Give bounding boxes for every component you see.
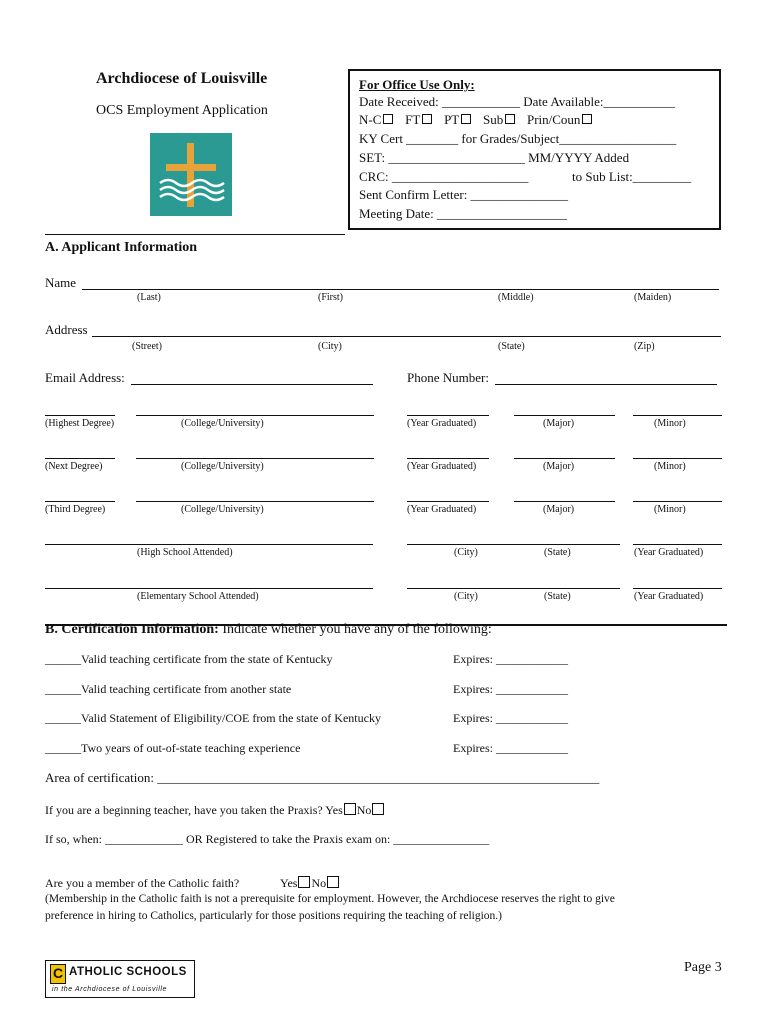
nc-label: N-C — [359, 112, 382, 127]
pt-checkbox[interactable] — [461, 114, 471, 124]
caption-middle: (Middle) — [498, 292, 534, 303]
major-field[interactable] — [514, 415, 615, 416]
caption-year: (Year Graduated) — [407, 461, 477, 472]
school-field[interactable] — [45, 544, 373, 545]
praxis-no-label: No — [356, 803, 372, 817]
college-field[interactable] — [136, 501, 374, 502]
college-field[interactable] — [136, 458, 374, 459]
year-field[interactable] — [407, 415, 489, 416]
office-crc-row — [359, 169, 692, 185]
catholic-no-label: No — [311, 876, 327, 890]
minor-field[interactable] — [633, 458, 722, 459]
email-label: Email Address: — [45, 370, 125, 385]
caption-state: (State) — [498, 341, 525, 352]
caption-street: (Street) — [132, 341, 162, 352]
archdiocese-logo — [150, 133, 232, 216]
caption-last: (Last) — [137, 292, 161, 303]
page-number: Page 3 — [684, 960, 722, 975]
major-field[interactable] — [514, 501, 615, 502]
caption-year: (Year Graduated) — [634, 547, 704, 558]
caption-college: (College/University) — [181, 504, 264, 515]
caption-next-degree: (Next Degree) — [45, 461, 103, 472]
cert-expires-4: Expires: ____________ — [453, 741, 568, 755]
caption-state: (State) — [544, 591, 571, 602]
email-field[interactable] — [131, 384, 373, 385]
catholic-yes-label: Yes — [280, 876, 298, 890]
section-b-title: B. Certification Information: — [45, 622, 219, 637]
praxis-question — [45, 803, 385, 818]
caption-city: (City) — [318, 341, 342, 352]
year-field[interactable] — [407, 458, 489, 459]
caption-zip: (Zip) — [634, 341, 655, 352]
catholic-schools-logo — [45, 960, 195, 998]
phone-label: Phone Number: — [407, 370, 489, 385]
catholic-question: Are you a member of the Catholic faith? — [45, 876, 240, 890]
pt-label: PT — [444, 112, 460, 127]
office-use-box — [348, 69, 721, 230]
office-title: For Office Use Only: — [359, 77, 475, 92]
phone-field[interactable] — [495, 384, 717, 385]
prin-label: Prin/Coun — [526, 112, 581, 127]
crc-label: CRC: _____________________ — [359, 169, 529, 184]
school-field[interactable] — [45, 588, 373, 589]
degree-field[interactable] — [45, 458, 115, 459]
caption-elementary-school: (Elementary School Attended) — [137, 591, 259, 602]
degree-field[interactable] — [45, 415, 115, 416]
prin-checkbox[interactable] — [582, 114, 592, 124]
praxis-label: If you are a beginning teacher, have you taken the Praxis? Yes — [45, 803, 343, 817]
praxis-when: If so, when: _____________ OR Registered to take the Praxis exam on: ________________ — [45, 832, 490, 846]
school-location-field[interactable] — [407, 588, 620, 589]
address-label: Address — [45, 322, 88, 337]
caption-highest-degree: (Highest Degree) — [45, 418, 115, 429]
catholic-yes-checkbox[interactable] — [298, 876, 310, 888]
header-divider — [45, 234, 345, 235]
minor-field[interactable] — [633, 415, 722, 416]
office-meeting-row: Meeting Date: ____________________ — [359, 206, 567, 221]
caption-maiden: (Maiden) — [634, 292, 672, 303]
cert-item-4: ______Two years of out-of-state teaching experience — [45, 741, 301, 755]
ft-checkbox[interactable] — [422, 114, 432, 124]
office-kycert-row: KY Cert ________ for Grades/Subject__________________ — [359, 131, 677, 146]
school-year-field[interactable] — [633, 588, 722, 589]
caption-minor: (Minor) — [654, 504, 686, 515]
area-of-certification: Area of certification: ____________________________________________________________________ — [45, 770, 600, 785]
sub-label: Sub — [482, 112, 504, 127]
caption-college: (College/University) — [181, 418, 264, 429]
year-field[interactable] — [407, 501, 489, 502]
caption-major: (Major) — [543, 461, 575, 472]
office-set-row: SET: _____________________ MM/YYYY Added — [359, 150, 630, 165]
catholic-note-line1: (Membership in the Catholic faith is not a prerequisite for employment. However, the Archdiocese reserves the right to give — [45, 893, 615, 905]
office-status-row — [359, 112, 594, 128]
catholic-note-line2: preference in hiring to Catholics, particularly for those positions requiring the teaching of religion.) — [45, 910, 502, 922]
cert-expires-2: Expires: ____________ — [453, 682, 568, 696]
catholic-no-checkbox[interactable] — [327, 876, 339, 888]
cert-expires-1: Expires: ____________ — [453, 652, 568, 666]
logo-c-mark: C — [50, 964, 66, 984]
school-year-field[interactable] — [633, 544, 722, 545]
name-label: Name — [45, 275, 77, 290]
college-field[interactable] — [136, 415, 374, 416]
cert-expires-3: Expires: ____________ — [453, 711, 568, 725]
caption-major: (Major) — [543, 504, 575, 515]
office-confirm-row: Sent Confirm Letter: _______________ — [359, 187, 569, 202]
caption-year: (Year Graduated) — [634, 591, 704, 602]
name-field[interactable] — [82, 289, 719, 290]
logo-text: ATHOLIC SCHOOLS — [69, 966, 187, 978]
section-b-instruction: Indicate whether you have any of the following: — [222, 622, 492, 637]
caption-year: (Year Graduated) — [407, 418, 477, 429]
form-subtitle: OCS Employment Application — [96, 103, 268, 118]
major-field[interactable] — [514, 458, 615, 459]
caption-college: (College/University) — [181, 461, 264, 472]
cert-item-1: ______Valid teaching certificate from the state of Kentucky — [45, 652, 333, 666]
caption-city: (City) — [454, 547, 478, 558]
school-location-field[interactable] — [407, 544, 620, 545]
caption-first: (First) — [318, 292, 343, 303]
office-date-row: Date Received: ____________ Date Available:___________ — [359, 94, 676, 109]
ft-label: FT — [405, 112, 421, 127]
section-a-title: A. Applicant Information — [45, 240, 198, 255]
caption-high-school: (High School Attended) — [137, 547, 233, 558]
minor-field[interactable] — [633, 501, 722, 502]
caption-third-degree: (Third Degree) — [45, 504, 106, 515]
caption-minor: (Minor) — [654, 461, 686, 472]
caption-minor: (Minor) — [654, 418, 686, 429]
nc-checkbox[interactable] — [383, 114, 393, 124]
catholic-options — [280, 876, 340, 891]
cert-item-3: ______Valid Statement of Eligibility/COE from the state of Kentucky — [45, 711, 381, 725]
caption-year: (Year Graduated) — [407, 504, 477, 515]
org-title: Archdiocese of Louisville — [96, 70, 268, 87]
degree-field[interactable] — [45, 501, 115, 502]
cert-item-2: ______Valid teaching certificate from another state — [45, 682, 292, 696]
cross-waves-icon — [150, 133, 232, 216]
praxis-no-checkbox[interactable] — [372, 803, 384, 815]
caption-city: (City) — [454, 591, 478, 602]
section-b-heading — [45, 622, 492, 638]
caption-state: (State) — [544, 547, 571, 558]
logo-subtext: in the Archdiocese of Louisville — [52, 986, 168, 993]
address-field[interactable] — [92, 336, 721, 337]
sub-checkbox[interactable] — [505, 114, 515, 124]
caption-major: (Major) — [543, 418, 575, 429]
praxis-yes-checkbox[interactable] — [344, 803, 356, 815]
sub-list-label: to Sub List:_________ — [572, 169, 692, 184]
